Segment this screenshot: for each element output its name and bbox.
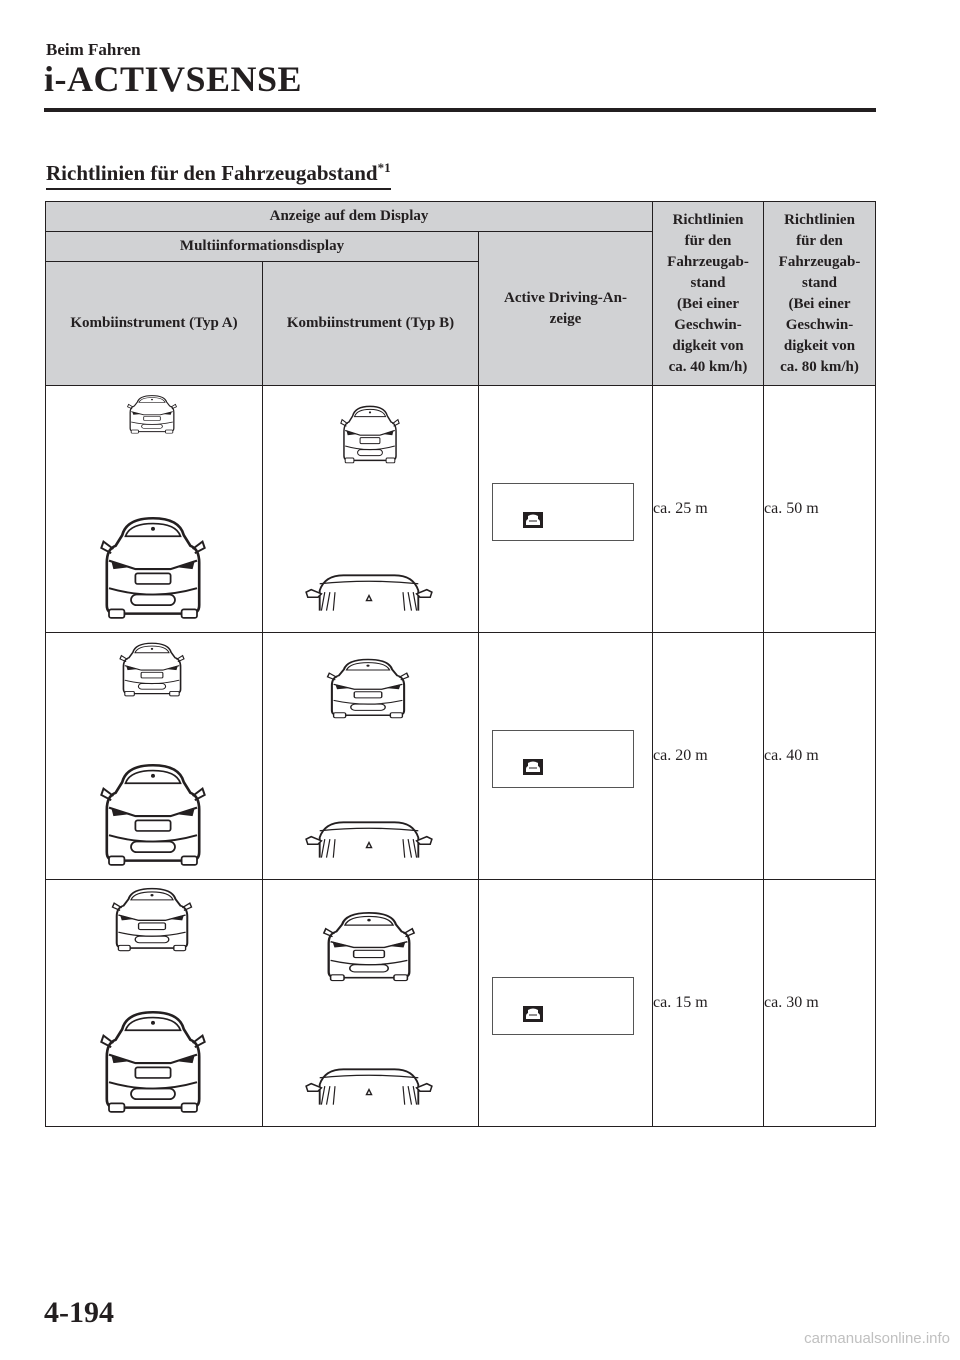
page-number: 4-194 bbox=[44, 1296, 114, 1329]
active-driving-illustration bbox=[479, 880, 653, 1127]
own-car-hood-icon bbox=[301, 819, 437, 861]
type-b-illustration bbox=[263, 633, 479, 880]
header-multiinformation-display: Multiinformationsdisplay bbox=[46, 232, 479, 262]
active-driving-screen bbox=[492, 483, 634, 541]
active-driving-illustration bbox=[479, 633, 653, 880]
distance-80-value: ca. 40 m bbox=[764, 633, 876, 880]
lead-car-icon bbox=[321, 910, 417, 982]
distance-40-value: ca. 15 m bbox=[653, 880, 764, 1127]
active-driving-illustration bbox=[479, 386, 653, 633]
table-row bbox=[46, 386, 876, 633]
chapter-title: i-ACTIVSENSE bbox=[44, 59, 303, 99]
own-car-hood-icon bbox=[301, 572, 437, 614]
table-row bbox=[46, 633, 876, 880]
header-instrument-type-b: Kombiinstrument (Typ B) bbox=[263, 262, 479, 386]
type-b-illustration bbox=[263, 386, 479, 633]
lead-car-icon bbox=[110, 886, 194, 952]
header-rule bbox=[44, 108, 876, 112]
distance-80-value: ca. 30 m bbox=[764, 880, 876, 1127]
own-car-icon bbox=[98, 514, 208, 620]
own-car-icon bbox=[98, 1008, 208, 1114]
header-distance-40: Richtlinien für den Fahrzeugab- stand (Bei einer Geschwin- digkeit von ca. 40 km/h) bbox=[653, 202, 764, 386]
active-driving-screen bbox=[492, 730, 634, 788]
lead-car-icon bbox=[126, 394, 178, 434]
type-a-illustration bbox=[46, 386, 263, 633]
own-car-hood-icon bbox=[301, 1066, 437, 1108]
type-a-illustration bbox=[46, 633, 263, 880]
heading-text: Richtlinien für den Fahrzeugabstand bbox=[46, 161, 378, 185]
own-car-icon bbox=[98, 761, 208, 867]
header-display: Anzeige auf dem Display bbox=[46, 202, 653, 232]
lead-car-icon bbox=[325, 657, 411, 719]
distance-40-value: ca. 25 m bbox=[653, 386, 764, 633]
header-distance-80: Richtlinien für den Fahrzeugab- stand (Bei einer Geschwin- digkeit von ca. 80 km/h) bbox=[764, 202, 876, 386]
lead-car-icon bbox=[339, 404, 401, 464]
lead-car-icon bbox=[118, 641, 186, 697]
header-active-driving-display: Active Driving-An- zeige bbox=[479, 232, 653, 386]
distance-guide-table bbox=[45, 201, 876, 1127]
distance-80-value: ca. 50 m bbox=[764, 386, 876, 633]
car-ahead-icon bbox=[523, 1006, 543, 1022]
active-driving-screen bbox=[492, 977, 634, 1035]
section-heading bbox=[46, 160, 391, 190]
watermark: carmanualsonline.info bbox=[804, 1330, 950, 1347]
header-instrument-type-a: Kombiinstrument (Typ A) bbox=[46, 262, 263, 386]
heading-footnote-marker: *1 bbox=[377, 160, 391, 175]
table-row bbox=[46, 880, 876, 1127]
section-label: Beim Fahren bbox=[46, 40, 141, 59]
type-b-illustration bbox=[263, 880, 479, 1127]
distance-40-value: ca. 20 m bbox=[653, 633, 764, 880]
type-a-illustration bbox=[46, 880, 263, 1127]
car-ahead-icon bbox=[523, 512, 543, 528]
car-ahead-icon bbox=[523, 759, 543, 775]
